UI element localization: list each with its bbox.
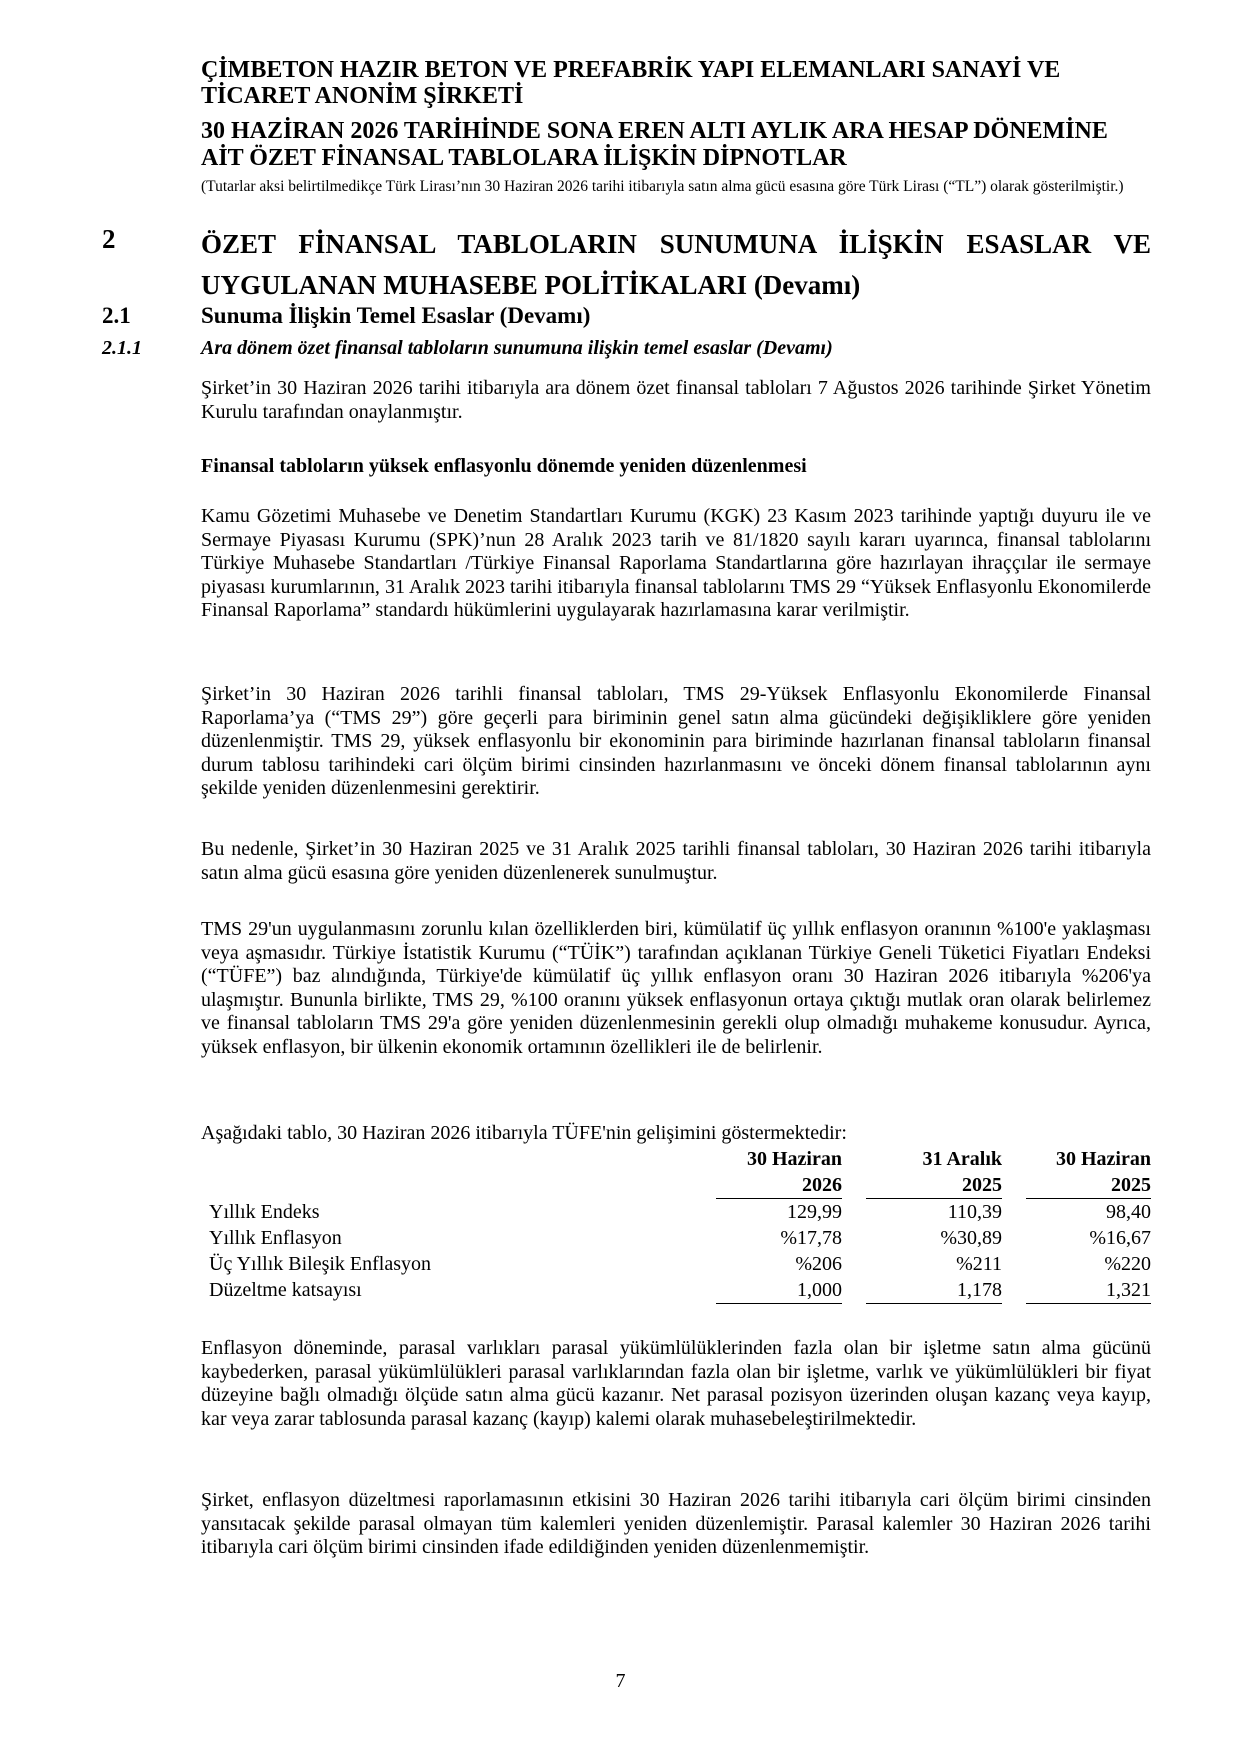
table-cell: %16,67 [1089,1227,1151,1249]
currency-note: (Tutarlar aksi belirtilmedikçe Türk Lirası’nın 30 Haziran 2026 tarihi itibarıyla satın alma gücü esasına göre Türk Lirası (“TL”) olarak gösterilmiştir.) [201,178,1124,195]
table-cell: 1,178 [866,1277,1002,1304]
cpi-table [201,1146,1151,1304]
monetary-position-paragraph: Enflasyon döneminde, parasal varlıkları parasal yükümlülüklerinden fazla olan bir işletme satın alma gücünü kaybederken, parasal yükümlülükleri parasal varlıklarından fazla olan bir işletme, varlık ve yükümlülükleri bir fiyat düzeyine bağlı olmadığı ölçüde satın alma gücü kazanır. Net parasal pozisyon üzerinden oluşan kazanç veya kayıp, kar veya zarar tablosunda parasal kazanç (kayıp) kalemi olarak muhasebeleştirilmektedir. [201,1337,1151,1430]
table-row [201,1277,1151,1304]
page-number: 7 [615,1670,626,1692]
table-cell: 1,321 [1026,1277,1151,1304]
table-cell: 129,99 [716,1199,842,1226]
section-2-1-1-title: Ara dönem özet finansal tabloların sunumuna ilişkin temel esaslar (Devamı) [201,337,833,359]
approval-paragraph: Şirket’in 30 Haziran 2026 tarihi itibarıyla ara dönem özet finansal tabloları 7 Ağustos 2026 tarihinde Şirket Yönetim Kurulu tarafından onaylanmıştır. [201,377,1151,423]
section-2-1-1-number: 2.1.1 [102,337,142,359]
table-row [201,1251,1151,1277]
table-intro: Aşağıdaki tablo, 30 Haziran 2026 itibarıyla TÜFE'nin gelişimini göstermektedir: [201,1122,847,1144]
table-cell: 1,000 [716,1277,842,1304]
table-row [201,1225,1151,1251]
report-period-line2: AİT ÖZET FİNANSAL TABLOLARA İLİŞKİN DİPNOTLAR [201,145,847,171]
section-2-1-number: 2.1 [102,303,131,328]
section-2-title: ÖZET FİNANSAL TABLOLARIN SUNUMUNA İLİŞKİN ESASLAR VE UYGULANAN MUHASEBE POLİTİKALARI (Devamı) [201,229,1151,300]
company-name-line1: ÇİMBETON HAZIR BETON VE PREFABRİK YAPI ELEMANLARI SANAYİ VE [201,57,1061,83]
section-2-number: 2 [102,224,116,254]
column-header: 31 Aralık 2025 [922,1148,1002,1196]
section-2-1-title: Sunuma İlişkin Temel Esaslar (Devamı) [201,303,591,328]
inflation-restatement-heading: Finansal tabloların yüksek enflasyonlu dönemde yeniden düzenlenmesi [201,455,807,477]
non-monetary-items-paragraph: Şirket, enflasyon düzeltmesi raporlamasının etkisini 30 Haziran 2026 tarihi itibarıyla cari ölçüm birimi cinsinden yansıtacak şekilde parasal olmayan tüm kalemleri yeniden düzenlemiştir. Parasal kalemler 30 Haziran 2026 tarihi itibarıyla cari ölçüm birimi cinsinden ifade edildiğinden yeniden düzenlenmemiştir. [201,1489,1151,1558]
company-name-line2: TİCARET ANONİM ŞİRKETİ [201,83,524,109]
cumulative-inflation-paragraph: TMS 29'un uygulanmasını zorunlu kılan özelliklerden biri, kümülatif üç yıllık enflasyon oranının %100'e yaklaşması veya aşmasıdır. Türkiye İstatistik Kurumu (“TÜİK”) tarafından açıklanan Türkiye Geneli Tüketici Fiyatları Endeksi (“TÜFE”) baz alındığında, Türkiye'de kümülatif üç yıllık enflasyon oranı 30 Haziran 2026 itibarıyla %206'ya ulaşmıştır. Bununla birlikte, TMS 29, %100 oranını yüksek enflasyonun ortaya çıktığı mutlak oran olarak belirlemez ve finansal tabloların TMS 29'a göre yeniden düzenlenmesinin gerekli olup olmadığı muhakeme konusudur. Ayrıca, yüksek enflasyon, bir ülkenin ekonomik ortamının özellikleri ile de belirlenir. [201,918,1151,1058]
table-row [201,1199,1151,1226]
table-header-row [201,1146,1151,1199]
table-cell: %30,89 [940,1227,1002,1249]
table-cell: 98,40 [1026,1199,1151,1226]
kgk-spk-paragraph: Kamu Gözetimi Muhasebe ve Denetim Standartları Kurumu (KGK) 23 Kasım 2023 tarihinde yaptığı duyuru ile ve Sermaye Piyasası Kurumu (SPK)’nun 28 Aralık 2023 tarih ve 81/1820 sayılı kararı uyarınca, finansal tablolarını Türkiye Muhasebe Standartları /Türkiye Finansal Raporlama Standartlarına göre hazırlayan ihraççılar ile sermaye piyasası kurumlarının, 31 Aralık 2023 tarihi itibarıyla finansal tablolarını TMS 29 “Yüksek Enflasyonlu Ekonomilerde Finansal Raporlama” standardı hükümlerini uygulayarak hazırlamasına karar verilmiştir. [201,505,1151,621]
table-cell: %220 [1104,1253,1151,1275]
table-cell: %211 [956,1253,1002,1275]
row-label: Düzeltme katsayısı [209,1279,362,1302]
row-label: Yıllık Enflasyon [209,1227,342,1249]
tms29-paragraph: Şirket’in 30 Haziran 2026 tarihli finansal tabloları, TMS 29-Yüksek Enflasyonlu Ekonomilerde Finansal Raporlama’ya (“TMS 29”) göre geçerli para biriminin genel satın alma gücündeki değişikliklere göre yeniden düzenlenmiştir. TMS 29, yüksek enflasyonlu bir ekonominin para biriminde hazırlanan finansal tabloların finansal durum tablosu tarihindeki cari ölçüm birimi cinsinden hazırlanmasını ve önceki dönem finansal tablolarının aynı şekilde yeniden düzenlenmesini gerektirir. [201,683,1151,799]
column-header: 30 Haziran 2026 [747,1148,842,1196]
restatement-paragraph: Bu nedenle, Şirket’in 30 Haziran 2025 ve 31 Aralık 2025 tarihli finansal tabloları, 30 Haziran 2026 tarihi itibarıyla satın alma gücü esasına göre yeniden düzenlenerek sunulmuştur. [201,838,1151,884]
table-cell: %17,78 [780,1227,842,1249]
row-label: Yıllık Endeks [209,1200,320,1223]
report-period-line1: 30 HAZİRAN 2026 TARİHİNDE SONA EREN ALTI AYLIK ARA HESAP DÖNEMİNE [201,118,1108,144]
column-header: 30 Haziran 2025 [1056,1148,1151,1196]
row-label: Üç Yıllık Bileşik Enflasyon [209,1253,432,1275]
table-cell: %206 [795,1253,842,1275]
table-cell: 110,39 [866,1199,1002,1226]
